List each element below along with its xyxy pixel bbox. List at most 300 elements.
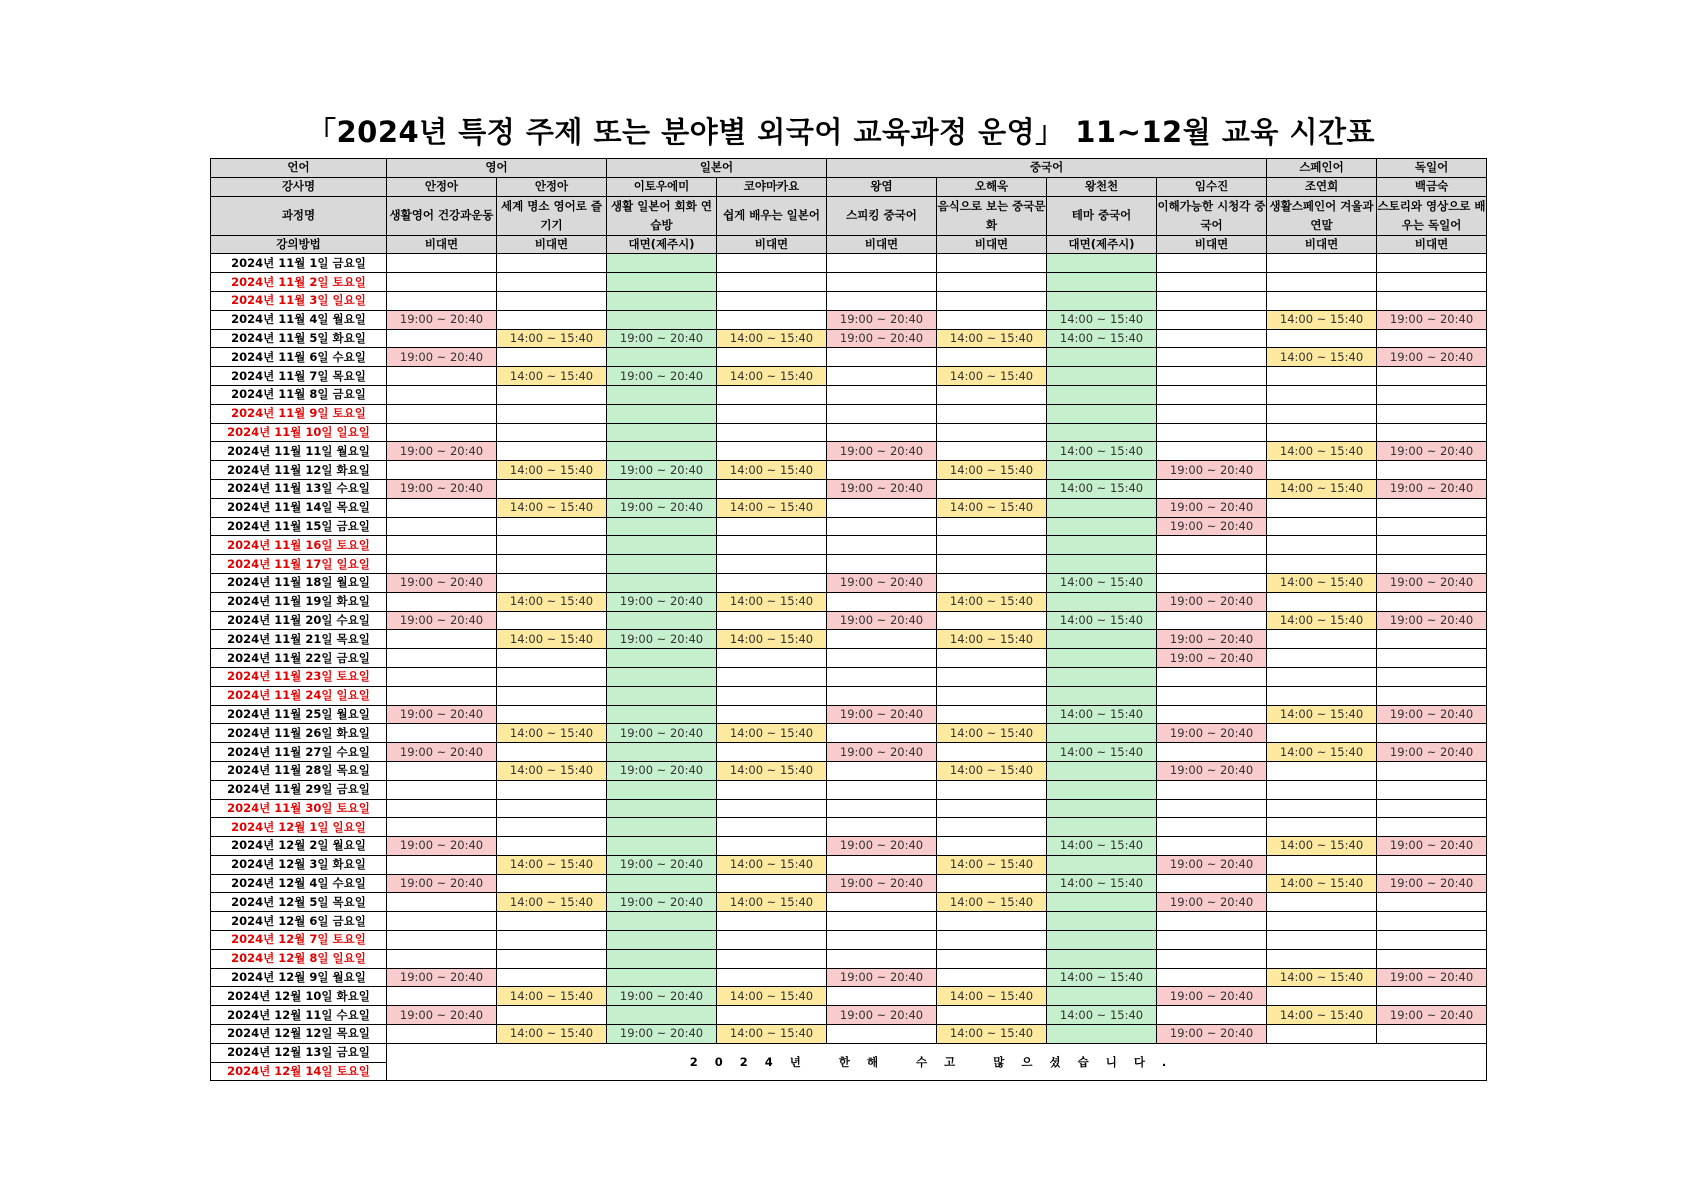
schedule-slot: 14:00 ~ 15:40 bbox=[497, 987, 607, 1006]
empty-cell bbox=[1377, 818, 1487, 837]
schedule-slot: 14:00 ~ 15:40 bbox=[937, 893, 1047, 912]
empty-cell bbox=[1267, 761, 1377, 780]
empty-cell bbox=[717, 517, 827, 536]
date-cell: 2024년 11월 9일 토요일 bbox=[211, 404, 387, 423]
empty-cell bbox=[497, 931, 607, 950]
empty-cell bbox=[607, 385, 717, 404]
empty-cell bbox=[937, 837, 1047, 856]
empty-cell bbox=[937, 423, 1047, 442]
language-label: 언어 bbox=[211, 159, 387, 178]
empty-cell bbox=[1047, 498, 1157, 517]
empty-cell bbox=[1157, 404, 1267, 423]
empty-cell bbox=[607, 348, 717, 367]
empty-cell bbox=[1047, 780, 1157, 799]
empty-cell bbox=[717, 573, 827, 592]
empty-cell bbox=[1157, 874, 1267, 893]
schedule-slot: 14:00 ~ 15:40 bbox=[1047, 310, 1157, 329]
empty-cell bbox=[497, 968, 607, 987]
empty-cell bbox=[1157, 385, 1267, 404]
empty-cell bbox=[827, 893, 937, 912]
table-row bbox=[211, 498, 1487, 517]
empty-cell bbox=[387, 404, 497, 423]
schedule-slot: 14:00 ~ 15:40 bbox=[1047, 329, 1157, 348]
empty-cell bbox=[937, 273, 1047, 292]
empty-cell bbox=[1157, 479, 1267, 498]
empty-cell bbox=[607, 837, 717, 856]
schedule-slot: 19:00 ~ 20:40 bbox=[1157, 517, 1267, 536]
empty-cell bbox=[1047, 385, 1157, 404]
schedule-slot: 19:00 ~ 20:40 bbox=[827, 310, 937, 329]
empty-cell bbox=[827, 291, 937, 310]
date-cell: 2024년 12월 11일 수요일 bbox=[211, 1006, 387, 1025]
empty-cell bbox=[1377, 592, 1487, 611]
empty-cell bbox=[717, 799, 827, 818]
empty-cell bbox=[717, 291, 827, 310]
empty-cell bbox=[387, 498, 497, 517]
empty-cell bbox=[387, 536, 497, 555]
table-row bbox=[211, 423, 1487, 442]
empty-cell bbox=[1267, 536, 1377, 555]
empty-cell bbox=[497, 874, 607, 893]
timetable bbox=[210, 158, 1487, 1081]
empty-cell bbox=[1157, 348, 1267, 367]
instructor-name: 오해욱 bbox=[937, 177, 1047, 196]
table-row bbox=[211, 705, 1487, 724]
empty-cell bbox=[827, 555, 937, 574]
empty-cell bbox=[937, 799, 1047, 818]
empty-cell bbox=[1377, 667, 1487, 686]
empty-cell bbox=[497, 799, 607, 818]
date-cell: 2024년 11월 16일 토요일 bbox=[211, 536, 387, 555]
course-name: 생활 일본어 회화 연습방 bbox=[607, 196, 717, 235]
empty-cell bbox=[1157, 611, 1267, 630]
empty-cell bbox=[717, 931, 827, 950]
empty-cell bbox=[1267, 404, 1377, 423]
empty-cell bbox=[937, 1006, 1047, 1025]
table-row bbox=[211, 761, 1487, 780]
empty-cell bbox=[937, 649, 1047, 668]
empty-cell bbox=[717, 310, 827, 329]
schedule-slot: 19:00 ~ 20:40 bbox=[1157, 855, 1267, 874]
empty-cell bbox=[387, 855, 497, 874]
method-value: 비대면 bbox=[387, 235, 497, 254]
date-cell: 2024년 12월 4일 수요일 bbox=[211, 874, 387, 893]
empty-cell bbox=[827, 799, 937, 818]
empty-cell bbox=[387, 517, 497, 536]
date-cell: 2024년 11월 4일 월요일 bbox=[211, 310, 387, 329]
empty-cell bbox=[937, 555, 1047, 574]
date-cell: 2024년 11월 25일 월요일 bbox=[211, 705, 387, 724]
empty-cell bbox=[717, 912, 827, 931]
date-cell: 2024년 12월 2일 월요일 bbox=[211, 837, 387, 856]
empty-cell bbox=[937, 743, 1047, 762]
empty-cell bbox=[1157, 968, 1267, 987]
empty-cell bbox=[1047, 686, 1157, 705]
method-value: 대면(제주시) bbox=[607, 235, 717, 254]
empty-cell bbox=[937, 536, 1047, 555]
schedule-slot: 19:00 ~ 20:40 bbox=[387, 705, 497, 724]
table-row bbox=[211, 310, 1487, 329]
empty-cell bbox=[1377, 649, 1487, 668]
date-cell: 2024년 12월 12일 목요일 bbox=[211, 1025, 387, 1044]
empty-cell bbox=[1157, 686, 1267, 705]
empty-cell bbox=[497, 649, 607, 668]
course-name: 이해가능한 시청각 중국어 bbox=[1157, 196, 1267, 235]
instructor-label: 강사명 bbox=[211, 177, 387, 196]
course-name: 음식으로 보는 중국문화 bbox=[937, 196, 1047, 235]
empty-cell bbox=[387, 686, 497, 705]
empty-cell bbox=[1157, 780, 1267, 799]
empty-cell bbox=[717, 536, 827, 555]
empty-cell bbox=[387, 780, 497, 799]
schedule-slot: 19:00 ~ 20:40 bbox=[1157, 592, 1267, 611]
schedule-slot: 19:00 ~ 20:40 bbox=[387, 611, 497, 630]
empty-cell bbox=[387, 367, 497, 386]
date-cell: 2024년 12월 10일 화요일 bbox=[211, 987, 387, 1006]
schedule-slot: 14:00 ~ 15:40 bbox=[937, 855, 1047, 874]
empty-cell bbox=[827, 818, 937, 837]
empty-cell bbox=[1377, 498, 1487, 517]
schedule-slot: 19:00 ~ 20:40 bbox=[1157, 724, 1267, 743]
schedule-slot: 19:00 ~ 20:40 bbox=[387, 874, 497, 893]
schedule-slot: 19:00 ~ 20:40 bbox=[827, 1006, 937, 1025]
schedule-slot: 14:00 ~ 15:40 bbox=[497, 498, 607, 517]
schedule-slot: 14:00 ~ 15:40 bbox=[497, 1025, 607, 1044]
schedule-slot: 19:00 ~ 20:40 bbox=[1157, 461, 1267, 480]
empty-cell bbox=[1377, 273, 1487, 292]
empty-cell bbox=[717, 442, 827, 461]
empty-cell bbox=[1047, 987, 1157, 1006]
empty-cell bbox=[607, 254, 717, 273]
empty-cell bbox=[937, 348, 1047, 367]
schedule-slot: 14:00 ~ 15:40 bbox=[717, 855, 827, 874]
date-cell: 2024년 11월 10일 일요일 bbox=[211, 423, 387, 442]
table-row bbox=[211, 517, 1487, 536]
empty-cell bbox=[827, 367, 937, 386]
schedule-slot: 19:00 ~ 20:40 bbox=[387, 348, 497, 367]
schedule-slot: 14:00 ~ 15:40 bbox=[497, 461, 607, 480]
empty-cell bbox=[607, 291, 717, 310]
empty-cell bbox=[607, 536, 717, 555]
empty-cell bbox=[1267, 799, 1377, 818]
schedule-slot: 19:00 ~ 20:40 bbox=[1377, 573, 1487, 592]
empty-cell bbox=[387, 630, 497, 649]
schedule-slot: 19:00 ~ 20:40 bbox=[607, 1025, 717, 1044]
empty-cell bbox=[937, 949, 1047, 968]
empty-cell bbox=[497, 479, 607, 498]
table-row bbox=[211, 968, 1487, 987]
schedule-slot: 14:00 ~ 15:40 bbox=[1267, 611, 1377, 630]
empty-cell bbox=[1047, 931, 1157, 950]
empty-cell bbox=[607, 818, 717, 837]
empty-cell bbox=[387, 912, 497, 931]
schedule-slot: 14:00 ~ 15:40 bbox=[1047, 743, 1157, 762]
empty-cell bbox=[387, 291, 497, 310]
table-row bbox=[211, 686, 1487, 705]
empty-cell bbox=[497, 818, 607, 837]
empty-cell bbox=[607, 667, 717, 686]
empty-cell bbox=[827, 404, 937, 423]
language-header: 중국어 bbox=[827, 159, 1267, 178]
empty-cell bbox=[1047, 555, 1157, 574]
empty-cell bbox=[1377, 404, 1487, 423]
empty-cell bbox=[607, 799, 717, 818]
date-cell: 2024년 11월 5일 화요일 bbox=[211, 329, 387, 348]
empty-cell bbox=[937, 310, 1047, 329]
empty-cell bbox=[827, 761, 937, 780]
empty-cell bbox=[1377, 855, 1487, 874]
date-cell: 2024년 12월 9일 월요일 bbox=[211, 968, 387, 987]
schedule-slot: 14:00 ~ 15:40 bbox=[1267, 442, 1377, 461]
schedule-slot: 14:00 ~ 15:40 bbox=[497, 367, 607, 386]
schedule-slot: 19:00 ~ 20:40 bbox=[1157, 649, 1267, 668]
empty-cell bbox=[937, 667, 1047, 686]
schedule-slot: 14:00 ~ 15:40 bbox=[717, 592, 827, 611]
empty-cell bbox=[717, 780, 827, 799]
empty-cell bbox=[717, 818, 827, 837]
schedule-slot: 19:00 ~ 20:40 bbox=[1157, 893, 1267, 912]
empty-cell bbox=[607, 705, 717, 724]
schedule-slot: 14:00 ~ 15:40 bbox=[1047, 705, 1157, 724]
empty-cell bbox=[827, 686, 937, 705]
date-cell: 2024년 11월 7일 목요일 bbox=[211, 367, 387, 386]
empty-cell bbox=[1047, 855, 1157, 874]
schedule-slot: 14:00 ~ 15:40 bbox=[1047, 611, 1157, 630]
empty-cell bbox=[497, 385, 607, 404]
schedule-slot: 14:00 ~ 15:40 bbox=[1047, 1006, 1157, 1025]
language-header: 영어 bbox=[387, 159, 607, 178]
empty-cell bbox=[717, 423, 827, 442]
method-value: 비대면 bbox=[1267, 235, 1377, 254]
schedule-slot: 14:00 ~ 15:40 bbox=[1267, 573, 1377, 592]
schedule-slot: 19:00 ~ 20:40 bbox=[387, 479, 497, 498]
table-row bbox=[211, 479, 1487, 498]
empty-cell bbox=[497, 912, 607, 931]
empty-cell bbox=[937, 818, 1047, 837]
empty-cell bbox=[1267, 291, 1377, 310]
instructor-name: 왕천천 bbox=[1047, 177, 1157, 196]
table-row bbox=[211, 1025, 1487, 1044]
empty-cell bbox=[1157, 536, 1267, 555]
schedule-slot: 19:00 ~ 20:40 bbox=[1157, 987, 1267, 1006]
empty-cell bbox=[1377, 423, 1487, 442]
empty-cell bbox=[827, 949, 937, 968]
schedule-slot: 19:00 ~ 20:40 bbox=[607, 498, 717, 517]
schedule-slot: 14:00 ~ 15:40 bbox=[717, 498, 827, 517]
empty-cell bbox=[1157, 818, 1267, 837]
empty-cell bbox=[827, 348, 937, 367]
empty-cell bbox=[1047, 1025, 1157, 1044]
schedule-slot: 14:00 ~ 15:40 bbox=[497, 630, 607, 649]
empty-cell bbox=[827, 855, 937, 874]
empty-cell bbox=[827, 385, 937, 404]
schedule-slot: 14:00 ~ 15:40 bbox=[717, 630, 827, 649]
table-row bbox=[211, 254, 1487, 273]
empty-cell bbox=[607, 404, 717, 423]
schedule-slot: 19:00 ~ 20:40 bbox=[1377, 1006, 1487, 1025]
table-row bbox=[211, 912, 1487, 931]
date-cell: 2024년 11월 18일 월요일 bbox=[211, 573, 387, 592]
schedule-slot: 14:00 ~ 15:40 bbox=[1267, 705, 1377, 724]
table-row bbox=[211, 893, 1487, 912]
empty-cell bbox=[1047, 348, 1157, 367]
empty-cell bbox=[607, 780, 717, 799]
table-row bbox=[211, 667, 1487, 686]
method-label: 강의방법 bbox=[211, 235, 387, 254]
empty-cell bbox=[387, 761, 497, 780]
date-cell: 2024년 11월 14일 목요일 bbox=[211, 498, 387, 517]
empty-cell bbox=[1047, 761, 1157, 780]
empty-cell bbox=[1377, 536, 1487, 555]
table-row bbox=[211, 630, 1487, 649]
instructor-name: 이토우에미 bbox=[607, 177, 717, 196]
empty-cell bbox=[1267, 818, 1377, 837]
empty-cell bbox=[497, 780, 607, 799]
empty-cell bbox=[497, 949, 607, 968]
date-cell: 2024년 11월 21일 목요일 bbox=[211, 630, 387, 649]
empty-cell bbox=[827, 592, 937, 611]
empty-cell bbox=[1377, 254, 1487, 273]
empty-cell bbox=[717, 385, 827, 404]
schedule-slot: 19:00 ~ 20:40 bbox=[827, 705, 937, 724]
empty-cell bbox=[387, 1025, 497, 1044]
empty-cell bbox=[1157, 837, 1267, 856]
date-cell: 2024년 11월 26일 화요일 bbox=[211, 724, 387, 743]
empty-cell bbox=[937, 517, 1047, 536]
empty-cell bbox=[1157, 291, 1267, 310]
date-cell: 2024년 11월 8일 금요일 bbox=[211, 385, 387, 404]
empty-cell bbox=[1267, 517, 1377, 536]
schedule-slot: 14:00 ~ 15:40 bbox=[937, 724, 1047, 743]
schedule-slot: 14:00 ~ 15:40 bbox=[497, 761, 607, 780]
empty-cell bbox=[1377, 724, 1487, 743]
table-row bbox=[211, 855, 1487, 874]
empty-cell bbox=[1267, 1025, 1377, 1044]
schedule-slot: 19:00 ~ 20:40 bbox=[1377, 611, 1487, 630]
instructor-name: 왕염 bbox=[827, 177, 937, 196]
empty-cell bbox=[827, 630, 937, 649]
empty-cell bbox=[497, 555, 607, 574]
language-header: 일본어 bbox=[607, 159, 827, 178]
empty-cell bbox=[717, 667, 827, 686]
empty-cell bbox=[607, 555, 717, 574]
schedule-slot: 19:00 ~ 20:40 bbox=[1377, 968, 1487, 987]
schedule-slot: 14:00 ~ 15:40 bbox=[1267, 874, 1377, 893]
empty-cell bbox=[1047, 649, 1157, 668]
empty-cell bbox=[1377, 329, 1487, 348]
empty-cell bbox=[1047, 404, 1157, 423]
table-row bbox=[211, 348, 1487, 367]
empty-cell bbox=[937, 968, 1047, 987]
date-cell: 2024년 12월 6일 금요일 bbox=[211, 912, 387, 931]
empty-cell bbox=[607, 442, 717, 461]
page-title: 「2024년 특정 주제 또는 분야별 외국어 교육과정 운영」 11~12월 교육 시간표 bbox=[306, 115, 1376, 149]
empty-cell bbox=[717, 1006, 827, 1025]
empty-cell bbox=[717, 743, 827, 762]
schedule-slot: 19:00 ~ 20:40 bbox=[827, 743, 937, 762]
instructor-name: 안정아 bbox=[387, 177, 497, 196]
empty-cell bbox=[827, 517, 937, 536]
empty-cell bbox=[1157, 799, 1267, 818]
schedule-slot: 19:00 ~ 20:40 bbox=[827, 837, 937, 856]
empty-cell bbox=[607, 573, 717, 592]
empty-cell bbox=[607, 968, 717, 987]
schedule-slot: 14:00 ~ 15:40 bbox=[1267, 348, 1377, 367]
table-row bbox=[211, 555, 1487, 574]
empty-cell bbox=[1047, 291, 1157, 310]
schedule-slot: 14:00 ~ 15:40 bbox=[1267, 310, 1377, 329]
empty-cell bbox=[937, 931, 1047, 950]
schedule-slot: 19:00 ~ 20:40 bbox=[607, 329, 717, 348]
schedule-slot: 14:00 ~ 15:40 bbox=[937, 987, 1047, 1006]
empty-cell bbox=[387, 329, 497, 348]
date-cell: 2024년 11월 19일 화요일 bbox=[211, 592, 387, 611]
empty-cell bbox=[1267, 724, 1377, 743]
table-row bbox=[211, 536, 1487, 555]
empty-cell bbox=[1267, 498, 1377, 517]
empty-cell bbox=[1377, 912, 1487, 931]
empty-cell bbox=[1267, 385, 1377, 404]
date-cell: 2024년 12월 3일 화요일 bbox=[211, 855, 387, 874]
schedule-slot: 19:00 ~ 20:40 bbox=[607, 987, 717, 1006]
empty-cell bbox=[1377, 385, 1487, 404]
empty-cell bbox=[1047, 367, 1157, 386]
empty-cell bbox=[717, 705, 827, 724]
empty-cell bbox=[827, 254, 937, 273]
schedule-slot: 14:00 ~ 15:40 bbox=[717, 367, 827, 386]
empty-cell bbox=[497, 667, 607, 686]
course-name: 쉽게 배우는 일본어 bbox=[717, 196, 827, 235]
schedule-slot: 19:00 ~ 20:40 bbox=[607, 893, 717, 912]
empty-cell bbox=[717, 611, 827, 630]
empty-cell bbox=[937, 479, 1047, 498]
empty-cell bbox=[937, 912, 1047, 931]
schedule-slot: 19:00 ~ 20:40 bbox=[1377, 442, 1487, 461]
empty-cell bbox=[387, 818, 497, 837]
empty-cell bbox=[1267, 931, 1377, 950]
empty-cell bbox=[387, 724, 497, 743]
schedule-slot: 19:00 ~ 20:40 bbox=[387, 1006, 497, 1025]
date-cell: 2024년 11월 11일 월요일 bbox=[211, 442, 387, 461]
schedule-slot: 14:00 ~ 15:40 bbox=[717, 893, 827, 912]
empty-cell bbox=[1377, 555, 1487, 574]
empty-cell bbox=[827, 912, 937, 931]
schedule-slot: 14:00 ~ 15:40 bbox=[1267, 1006, 1377, 1025]
course-name: 생활스페인어 겨울과 연말 bbox=[1267, 196, 1377, 235]
empty-cell bbox=[827, 724, 937, 743]
schedule-slot: 19:00 ~ 20:40 bbox=[827, 874, 937, 893]
empty-cell bbox=[387, 461, 497, 480]
empty-cell bbox=[937, 573, 1047, 592]
table-row bbox=[211, 724, 1487, 743]
empty-cell bbox=[1047, 949, 1157, 968]
empty-cell bbox=[1157, 310, 1267, 329]
date-cell: 2024년 11월 22일 금요일 bbox=[211, 649, 387, 668]
empty-cell bbox=[387, 592, 497, 611]
date-cell: 2024년 11월 27일 수요일 bbox=[211, 743, 387, 762]
instructor-name: 백금숙 bbox=[1377, 177, 1487, 196]
course-name: 세계 명소 영어로 즐기기 bbox=[497, 196, 607, 235]
empty-cell bbox=[1377, 780, 1487, 799]
empty-cell bbox=[1157, 442, 1267, 461]
empty-cell bbox=[717, 254, 827, 273]
empty-cell bbox=[1267, 254, 1377, 273]
schedule-slot: 19:00 ~ 20:40 bbox=[827, 479, 937, 498]
empty-cell bbox=[497, 404, 607, 423]
empty-cell bbox=[497, 536, 607, 555]
empty-cell bbox=[607, 912, 717, 931]
schedule-slot: 19:00 ~ 20:40 bbox=[1377, 743, 1487, 762]
